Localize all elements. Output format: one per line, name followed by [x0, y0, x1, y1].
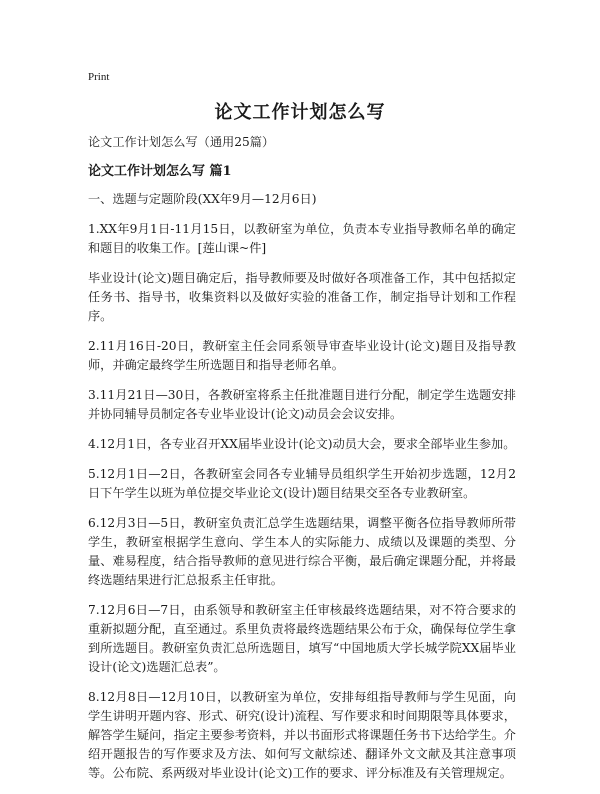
paragraph-stage-heading: 一、选题与定题阶段(XX年9月—12月6日) — [88, 192, 317, 206]
document-body — [88, 133, 516, 794]
paragraph: 2.11月16日-20日，教研室主任会同系领导审查毕业设计(论文)题目及指导教师，并确定最终学生所选题目和指导老师名单。 — [88, 339, 516, 372]
paragraph: 6.12月3日—5日，教研室负责汇总学生选题结果，调整平衡各位指导教师所带学生，教研室根据学生意向、学生本人的实际能力、成绩以及课题的类型、分量、难易程度，结合指导教师的意见进行综合平衡，最后确定课题分配，并将最终选题结果进行汇总报系主任审批。 — [88, 516, 516, 587]
paragraph: 8.12月8日—12月10日，以教研室为单位，安排每组指导教师与学生见面，向学生讲明开题内容、形式、研究(设计)流程、写作要求和时间期限等具体要求，解答学生疑问，指定主要参考资料，并以书面形式将课题任务书下达给学生。介绍开题报告的写作要求及方法、如何写文献综述、翻译外文文献及其注意事项等。公布院、系两级对毕业设计(论文)工作的要求、评分标准及有关管理规定。 — [88, 690, 516, 780]
paragraph: 5.12月1日—2日，各教研室会同各专业辅导员组织学生开始初步选题，12月2日下午学生以班为单位提交毕业论文(设计)题目结果交至各专业教研室。 — [88, 467, 516, 500]
paragraph: 毕业设计(论文)题目确定后，指导教师要及时做好各项准备工作，其中包括拟定任务书、指导书，收集资料以及做好实验的准备工作，制定指导计划和工作程序。 — [88, 271, 516, 323]
paragraph: 3.11月21日—30日，各教研室将系主任批准题目进行分配，制定学生选题安排并协同辅导员制定各专业毕业设计(论文)动员会会议安排。 — [88, 388, 516, 421]
paragraph: 4.12月1日，各专业召开XX届毕业设计(论文)动员大会，要求全部毕业生参加。 — [88, 437, 516, 451]
paragraph: 1.XX年9月1日-11月15日，以教研室为单位，负责本专业指导教师名单的确定和题目的收集工作。[莲山课~件] — [88, 222, 516, 255]
page-title: 论文工作计划怎么写 — [214, 102, 386, 123]
print-label[interactable]: Print — [88, 71, 110, 83]
document-subtitle: 论文工作计划怎么写（通用25篇） — [88, 135, 275, 149]
section-heading: 论文工作计划怎么写 篇1 — [88, 164, 232, 179]
paragraph: 7.12月6日—7日，由系领导和教研室主任审核最终选题结果，对不符合要求的重新拟题分配，直至通过。系里负责将最终选题结果公布于众，确保每位学生拿到所选题目。教研室负责汇总所选题目，填写“中国地质大学长城学院XX届毕业设计(论文)选题汇总表”。 — [88, 603, 516, 674]
